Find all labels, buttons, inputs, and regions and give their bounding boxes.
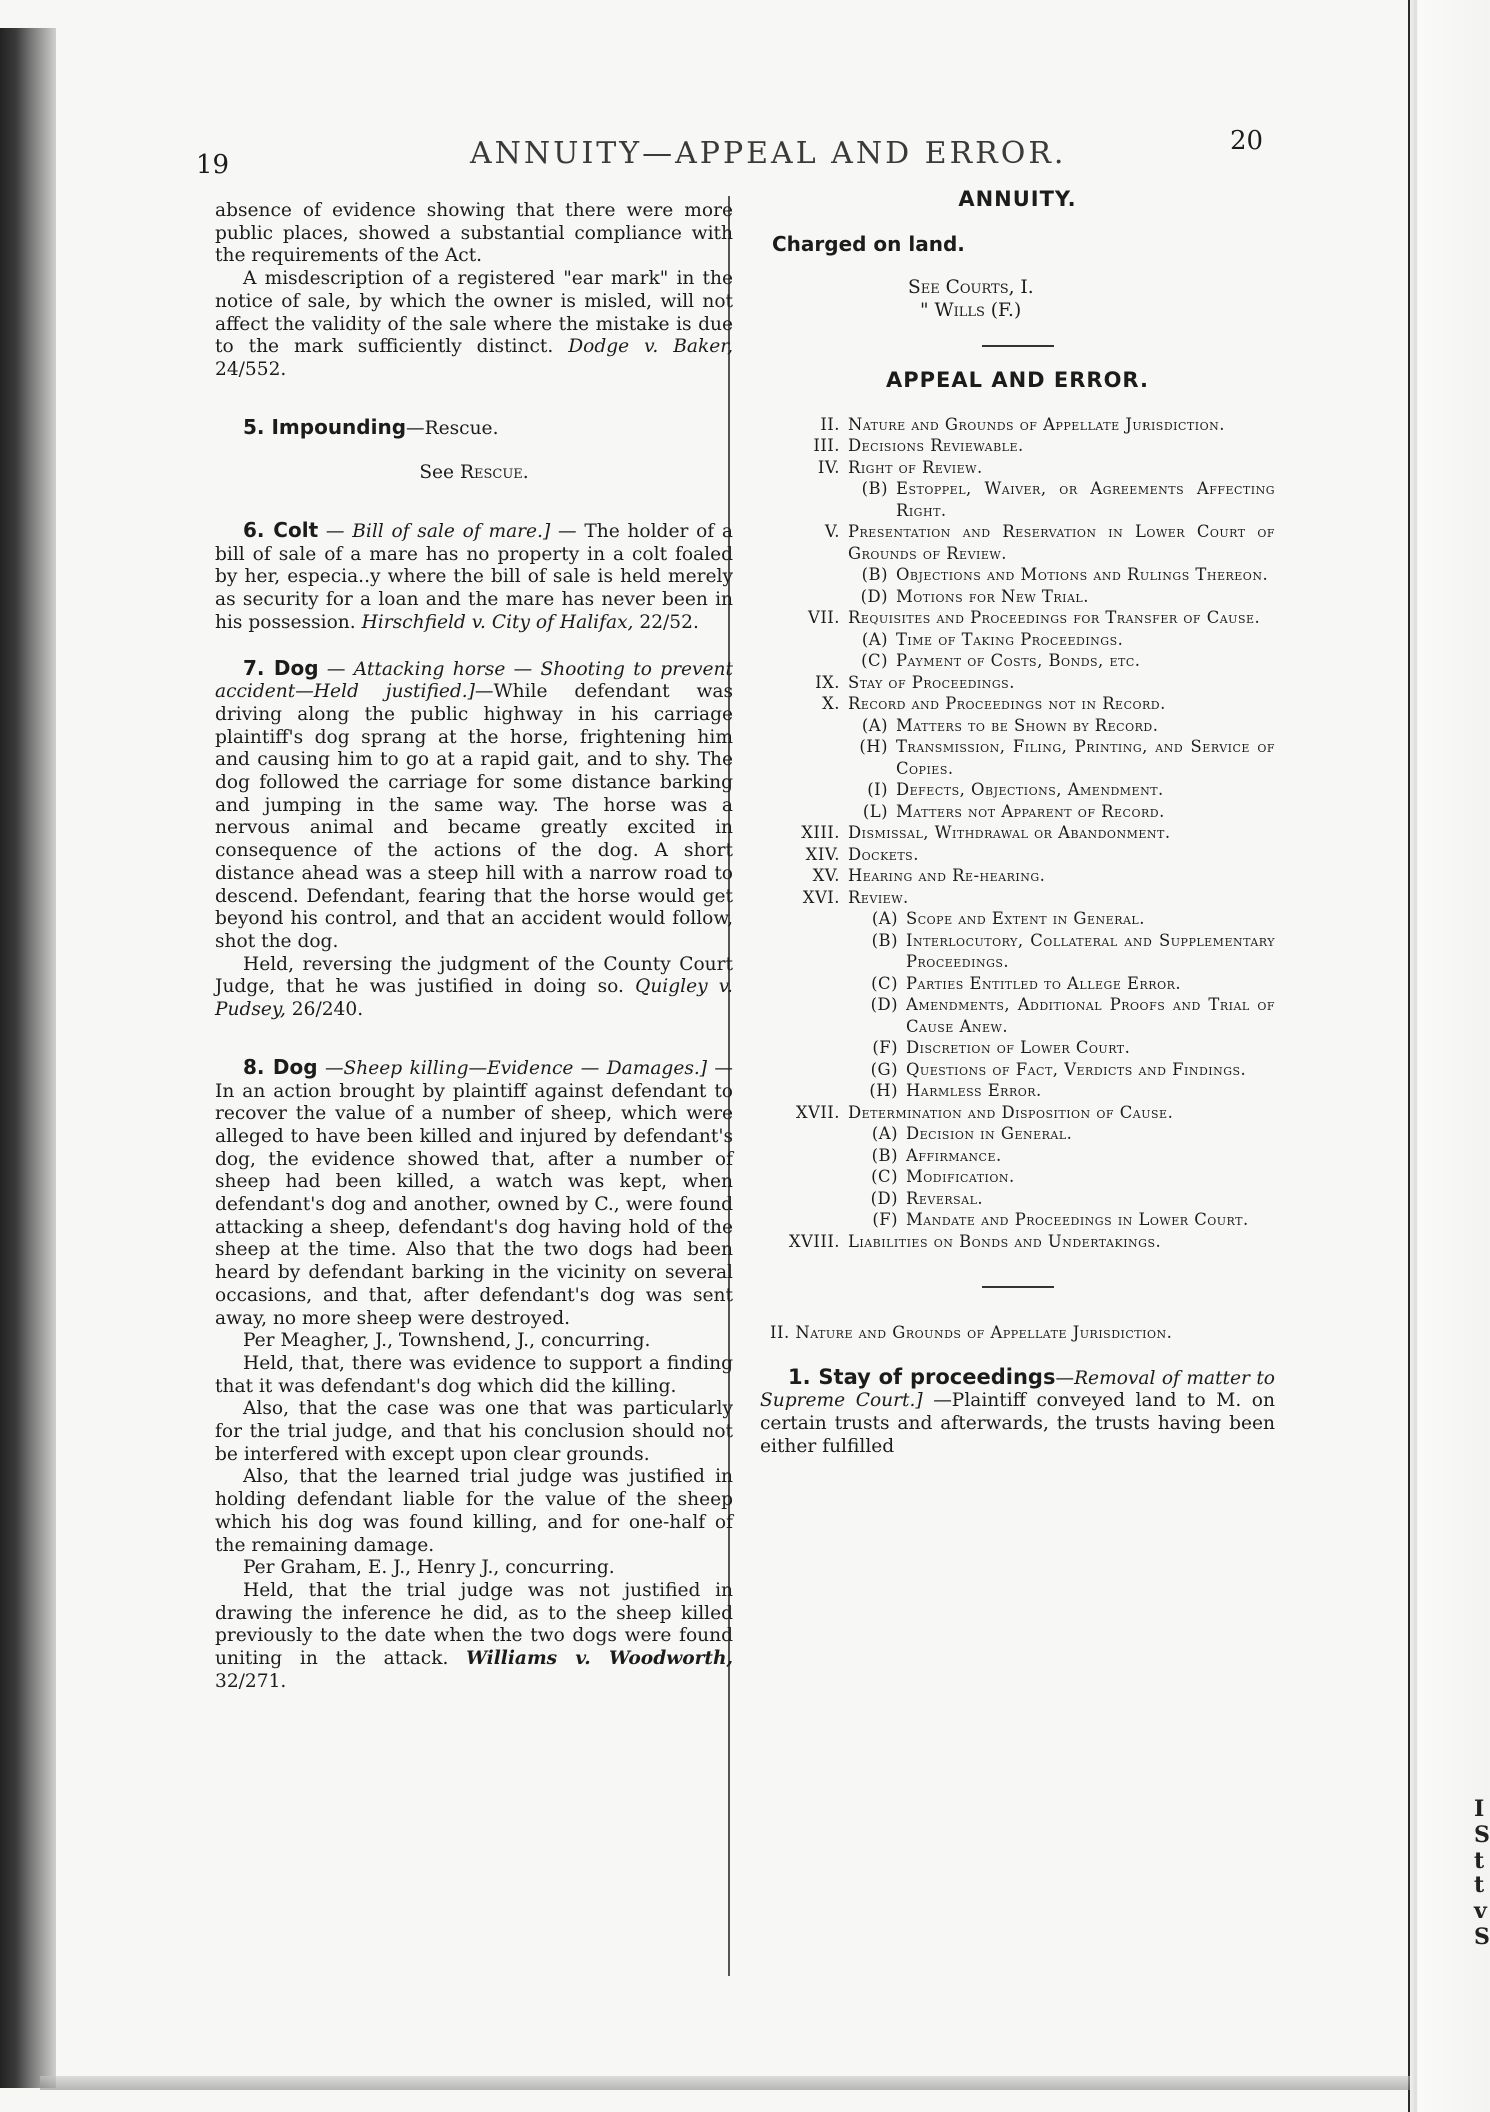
outline-number: II. (820, 414, 840, 434)
edge-letter: t (1474, 1848, 1485, 1874)
outline-number: (A) (871, 909, 898, 929)
outline-number: (H) (859, 737, 888, 757)
heading-annuity: ANNUITY. (958, 187, 1077, 211)
outline-text: Motions for New Trial. (896, 586, 1089, 606)
citation: 32/271. (215, 1670, 287, 1692)
outline-text: Nature and Grounds of Appellate Jurisdiction. (848, 414, 1225, 434)
outline-number: V. (824, 522, 840, 542)
paragraph: Also, that the case was one that was particularly for the trial judge, and that his conclusion should not be interfered with except upon clear grounds. (215, 1398, 733, 1465)
outline-number: (A) (871, 1124, 898, 1144)
outline-item (760, 1123, 1275, 1145)
page-bottom-shadow (40, 2076, 1410, 2090)
edge-letter: I (1474, 1796, 1485, 1822)
outline-number: (F) (872, 1038, 898, 1058)
outline-item (760, 736, 1275, 779)
outline-item (760, 435, 1275, 457)
outline-number: (C) (871, 1167, 898, 1187)
outline-item (760, 1059, 1275, 1081)
outline-text: Payment of Costs, Bonds, etc. (896, 651, 1141, 671)
outline-number: (B) (861, 565, 888, 585)
right-column (760, 188, 1275, 1458)
outline-text: Time of Taking Proceedings. (896, 629, 1124, 649)
outline-number: (G) (870, 1059, 898, 1079)
outline-item (760, 822, 1275, 844)
entry-colt: 6. Colt — Bill of sale of mare.] — The holder of a bill of sale of a mare has no property in a colt foaled by her, especia..y where the bill of sale is held merely as security for a loan and the mare has never been in his possession. Hirschfield v. City of Halifax, 22/52. (215, 518, 734, 633)
outline-item (760, 994, 1275, 1037)
outline-item (760, 650, 1275, 672)
outline-text: Review. (848, 887, 909, 907)
outline-item (760, 457, 1275, 479)
outline-number: (H) (869, 1081, 898, 1101)
outline-text: Defects, Objections, Amendment. (896, 780, 1164, 800)
outline-number: (A) (861, 629, 888, 649)
citation: 24/552. (215, 358, 287, 380)
outline-number: XVII. (795, 1102, 840, 1122)
citation: 22/52. (633, 611, 699, 633)
outline-number: (I) (867, 780, 888, 800)
entry-stay-of-proceedings: 1. Stay of proceedings—Removal of matter to Supreme Court.] —Plaintiff conveyed land to M. on certain trusts and afterwards, the trusts having been either fulfilled (760, 1364, 1275, 1457)
topic-outline (760, 414, 1275, 1253)
paragraph: Also, that the learned trial judge was justified in holding defendant liable for the value of the sheep which his dog was found killing, and for one-half of the remaining damage. (215, 1466, 733, 1556)
edge-letter: S (1474, 1822, 1490, 1848)
outline-item (760, 844, 1275, 866)
outline-item (760, 973, 1275, 995)
cross-reference: See Courts, I. (908, 277, 1034, 299)
outline-number: XIII. (801, 823, 840, 843)
case-name: Williams v. Woodworth, (466, 1648, 733, 1670)
outline-number: X. (822, 694, 840, 714)
outline-text: Transmission, Filing, Printing, and Service of Copies. (896, 737, 1275, 778)
case-name: Hirschfield v. City of Halifax, (361, 611, 634, 633)
outline-text: Questions of Fact, Verdicts and Findings. (906, 1059, 1247, 1079)
paragraph: Per Graham, E. J., Henry J., concurring. (243, 1557, 615, 1579)
outline-item (760, 1037, 1275, 1059)
book-binding-shadow (0, 28, 56, 2088)
paragraph: Per Meagher, J., Townshend, J., concurring. (243, 1330, 651, 1352)
outline-item (760, 1102, 1275, 1124)
outline-item (760, 693, 1275, 715)
outline-item (760, 629, 1275, 651)
outline-number: (D) (870, 995, 898, 1015)
outline-text: Matters to be Shown by Record. (896, 715, 1159, 735)
outline-item (760, 586, 1275, 608)
edge-letter: S (1474, 1924, 1490, 1950)
outline-text: Right of Review. (848, 457, 983, 477)
entry-heading: 5. Impounding—Rescue. (243, 414, 499, 439)
holding: Held, reversing the judgment of the County Court Judge, that he was justified in doing so. Quigley v. Pudsey, 26/240. (215, 953, 733, 1021)
paragraph: absence of evidence showing that there were more public places, showed a substantial compliance with the requirements of the Act. (215, 200, 733, 267)
outline-number: (A) (861, 715, 888, 735)
outline-number: (B) (861, 479, 888, 499)
case-name: Dodge v. Baker, (568, 336, 733, 358)
outline-text: Liabilities on Bonds and Undertakings. (848, 1231, 1162, 1251)
outline-text: Reversal. (906, 1188, 984, 1208)
outline-item (760, 801, 1275, 823)
holding: Held, that the trial judge was not justified in drawing the inference he did, as to the sheep killed previously to the date when the two dogs were found uniting in the attack. Williams v. Woodworth, 32/271. (215, 1579, 733, 1692)
outline-number: (D) (860, 586, 888, 606)
outline-number: (B) (871, 930, 898, 950)
page-number-right: 20 (1230, 126, 1264, 156)
outline-number: XVI. (802, 887, 840, 907)
outline-number: XV. (812, 866, 840, 886)
outline-number: (F) (872, 1210, 898, 1230)
outline-item (760, 1188, 1275, 1210)
outline-number: (L) (862, 801, 888, 821)
page-number-left: 19 (196, 150, 230, 180)
heading-appeal-and-error: APPEAL AND ERROR. (886, 367, 1149, 392)
outline-text: Harmless Error. (906, 1081, 1042, 1101)
outline-number: (D) (870, 1188, 898, 1208)
outline-text: Presentation and Reservation in Lower Court of Grounds of Review. (848, 522, 1275, 563)
outline-text: Requisites and Proceedings for Transfer of Cause. (848, 608, 1261, 628)
outline-item (760, 1080, 1275, 1102)
outline-text: Stay of Proceedings. (848, 672, 1015, 692)
outline-number: (C) (861, 651, 888, 671)
outline-text: Scope and Extent in General. (906, 909, 1145, 929)
cross-reference: " Wills (F.) (920, 300, 1022, 322)
outline-number: VII. (808, 608, 840, 628)
edge-letter: v (1474, 1898, 1487, 1924)
outline-item (760, 521, 1275, 564)
outline-text: Modification. (906, 1167, 1015, 1187)
outline-text: Record and Proceedings not in Record. (848, 694, 1166, 714)
outline-text: Decision in General. (906, 1124, 1073, 1144)
outline-item (760, 607, 1275, 629)
outline-text: Discretion of Lower Court. (906, 1038, 1131, 1058)
citation: 26/240. (285, 999, 364, 1021)
left-column (215, 200, 733, 1693)
outline-text: Matters not Apparent of Record. (896, 801, 1165, 821)
outline-number: XVIII. (788, 1231, 840, 1251)
outline-text: Dismissal, Withdrawal or Abandonment. (848, 823, 1171, 843)
outline-item (760, 865, 1275, 887)
outline-item (760, 1166, 1275, 1188)
running-title: ANNUITY—APPEAL AND ERROR. (470, 136, 1067, 171)
case-name: Quigley v. Pudsey, (215, 976, 733, 1021)
outline-text: Dockets. (848, 844, 919, 864)
outline-number: IX. (815, 672, 840, 692)
outline-item (760, 672, 1275, 694)
outline-text: Amendments, Additional Proofs and Trial of Cause Anew. (906, 995, 1275, 1036)
outline-text: Hearing and Re-hearing. (848, 866, 1046, 886)
paragraph: A misdescription of a registered "ear mark" in the notice of sale, by which the owner is misled, will not affect the validity of the sale where the mistake is due to the mark sufficiently distinct. Dodge v. Baker, 24/552. (215, 268, 733, 380)
outline-number: (B) (871, 1145, 898, 1165)
outline-item (760, 414, 1275, 436)
outline-text: Objections and Motions and Rulings Thereon. (896, 565, 1269, 585)
outline-text: Determination and Disposition of Cause. (848, 1102, 1174, 1122)
outline-item (760, 478, 1275, 521)
outline-item (760, 908, 1275, 930)
outline-item (760, 930, 1275, 973)
entry-dog-sheep-killing: 8. Dog —Sheep killing—Evidence — Damages.] — In an action brought by plaintiff against defendant to recover the value of a number of sheep, which were alleged to have been killed and injured by defendant's dog, the evidence showed that, after a number of sheep had been killed, a watch was kept, when defendant's dog and another, owned by C., were found attacking a sheep, defendant's dog having hold of the sheep at the time. Also that the two dogs had been heard by defendant barking in the vicinity on several occasions, and that, after defendant's dog was sent away, no more sheep were destroyed. (215, 1054, 733, 1329)
outline-number: XIV. (805, 844, 840, 864)
outline-text: Affirmance. (906, 1145, 1002, 1165)
subheading-charged-on-land: Charged on land. (772, 231, 965, 256)
outline-number: IV. (817, 457, 840, 477)
outline-number: III. (813, 436, 840, 456)
outline-item (760, 1145, 1275, 1167)
outline-text: Estoppel, Waiver, or Agreements Affecting Right. (896, 479, 1275, 520)
edge-letter: t (1474, 1872, 1485, 1898)
outline-item (760, 779, 1275, 801)
outline-number: (C) (871, 973, 898, 993)
outline-item (760, 1231, 1275, 1253)
outline-text: Mandate and Proceedings in Lower Court. (906, 1210, 1249, 1230)
outline-item (760, 887, 1275, 909)
outline-item (760, 564, 1275, 586)
outline-item (760, 715, 1275, 737)
outline-text: Interlocutory, Collateral and Supplementary Proceedings. (906, 930, 1275, 972)
paragraph: Held, that, there was evidence to support a finding that it was defendant's dog which did the killing. (215, 1352, 733, 1397)
outline-item (760, 1209, 1275, 1231)
outline-text: Parties Entitled to Allege Error. (906, 973, 1182, 993)
entry-dog-attacking-horse: 7. Dog — Attacking horse — Shooting to prevent accident—Held justified.]—While defendant was driving along the public highway in his carriage plaintiff's dog sprang at the horse, frightening him and causing him to go at a rapid gait, and to shy. The dog followed the carriage for some distance barking and jumping in the same way. The horse was a nervous animal and became greatly excited in consequence of the actions of the dog. A short distance ahead was a steep hill with a narrow road to descend. Defendant, fearing that the horse would get beyond his control, and that an accident would follow, shot the dog. (215, 655, 733, 952)
section-heading: II. Nature and Grounds of Appellate Jurisdiction. (770, 1323, 1173, 1343)
cross-reference: See Rescue. (419, 462, 529, 484)
outline-text: Decisions Reviewable. (848, 436, 1024, 456)
